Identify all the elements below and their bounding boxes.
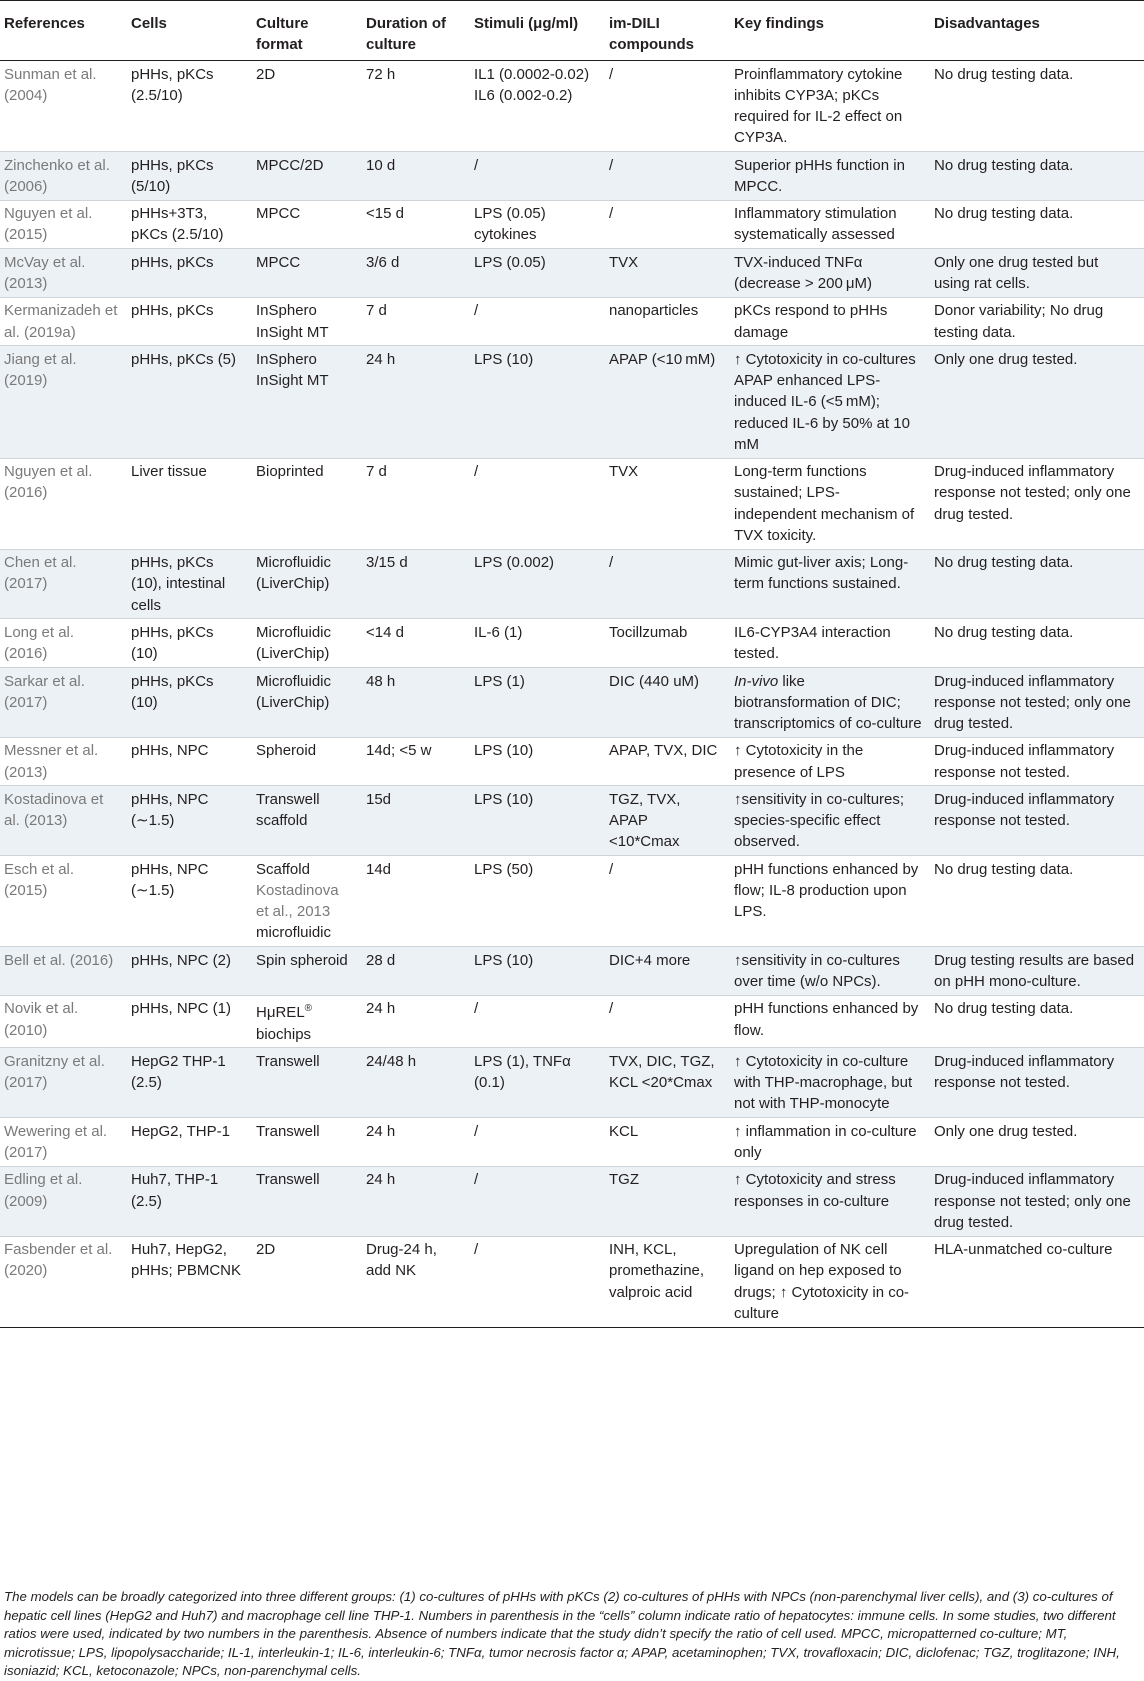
- reference-link[interactable]: Granitzny et al. (2017): [0, 1048, 127, 1118]
- cells-cell: HepG2 THP-1 (2.5): [127, 1048, 252, 1118]
- duration-cell: <14 d: [366, 623, 404, 641]
- stimuli-cell: LPS (10): [474, 742, 534, 760]
- compounds-cell: DIC+4 more: [605, 947, 730, 996]
- disadvantages-cell: Drug-induced inflammatory response not tested; only one drug tested.: [934, 463, 1131, 523]
- table-row: [0, 856, 1144, 947]
- stimuli-cell: /: [474, 1000, 479, 1018]
- format-cell: Microfluidic (LiverChip): [252, 667, 362, 737]
- format-cell: Transwell scaffold: [252, 786, 362, 856]
- disadvantages-cell: Drug-induced inflammatory response not tested; only one drug tested.: [930, 667, 1144, 737]
- header-duration: Duration of culture: [366, 15, 446, 53]
- findings-cell: ↑ inflammation in co-culture only: [734, 1122, 917, 1161]
- compounds-cell: APAP, TVX, DIC: [609, 742, 718, 760]
- table-row: [0, 1236, 1144, 1327]
- cells-cell: pHHs, NPC (1): [131, 1000, 232, 1018]
- compounds-cell: INH, KCL, promethazine, valproic acid: [609, 1241, 705, 1301]
- stimuli-cell: IL-6 (1): [474, 623, 523, 641]
- cells-cell: pHHs, pKCs: [127, 249, 252, 298]
- table-row: [0, 667, 1144, 737]
- stimuli-cell: LPS (0.002): [470, 549, 605, 619]
- disadvantages-cell: No drug testing data.: [930, 152, 1144, 201]
- format-cell: MPCC: [252, 249, 362, 298]
- findings-cell: Upregulation of NK cell ligand on hep exposed to drugs; ↑ Cytotoxicity in co-culture: [734, 1241, 910, 1322]
- stimuli-cell: /: [470, 1166, 605, 1236]
- cells-cell: pHHs, NPC (∼1.5): [131, 860, 209, 899]
- stimuli-cell: LPS (10): [470, 947, 605, 996]
- reference-link[interactable]: Wewering et al. (2017): [4, 1122, 108, 1161]
- findings-cell: Inflammatory stimulation systematically assessed: [734, 205, 897, 244]
- table-row: [0, 1118, 1144, 1167]
- disadvantages-cell: Drug testing results are based on pHH mono-culture.: [930, 947, 1144, 996]
- compounds-cell: TVX, DIC, TGZ, KCL <20*Cmax: [605, 1048, 730, 1118]
- table-footnote: The models can be broadly categorized into three different groups: (1) co-cultures of pHHs with pKCs (2) co-cultures of pHHs with NPCs (non-parenchymal liver cells), and (3) co-cultures of hepatic cell lines (HepG2 and Huh7) and macrophage cell line THP-1. Numbers in parenthesis in the “cells” column indicate ratio of hepatocytes: immune cells. In some studies, two different ratios were used, indicated by two numbers in the parenthesis. Absence of numbers indicate that the study didn’t specify the ratio of cell used. MPCC, micropatterned co-culture; MT, microtissue; LPS, lipopolysaccharide; IL-1, interleukin-1; IL-6, interleukin-6; TNFα, tumor necrosis factor α; APAP, acetaminophen; TVX, trovafloxacin; DIC, diclofenac; TGZ, troglitazone; INH, isoniazid; KCL, ketoconazole; NPCs, non-parenchymal cells.: [4, 1589, 1120, 1678]
- disadvantages-cell: Only one drug tested but using rat cells.: [930, 249, 1144, 298]
- cells-cell: pHHs, pKCs: [131, 302, 214, 320]
- header-stimuli: Stimuli (μg/ml): [474, 15, 579, 32]
- duration-cell: 7 d: [366, 302, 387, 320]
- duration-cell: 3/15 d: [362, 549, 470, 619]
- table-row: [0, 200, 1144, 249]
- cells-cell: Liver tissue: [131, 463, 207, 481]
- reference-link[interactable]: Edling et al. (2009): [0, 1166, 127, 1236]
- duration-cell: 14d: [366, 860, 392, 878]
- format-tail: microfluidic: [256, 924, 332, 942]
- cells-cell: pHHs, pKCs (5): [127, 346, 252, 458]
- disadvantages-cell: Drug-induced inflammatory response not tested.: [930, 786, 1144, 856]
- compounds-cell: /: [605, 549, 730, 619]
- findings-cell: pKCs respond to pHHs damage: [734, 302, 888, 341]
- table-row: [0, 549, 1144, 619]
- duration-cell: 7 d: [366, 463, 387, 481]
- reference-link[interactable]: Sunman et al. (2004): [4, 65, 97, 104]
- findings-cell: IL6-CYP3A4 interaction tested.: [734, 623, 891, 663]
- stimuli-cell: LPS (0.05) cytokines: [474, 205, 546, 244]
- table-row: [0, 995, 1144, 1048]
- findings-text: like biotransformation of DIC; transcriptomics of co-culture: [734, 672, 922, 732]
- duration-cell: 24 h: [362, 1166, 470, 1236]
- duration-cell: 72 h: [366, 65, 396, 83]
- disadvantages-cell: No drug testing data.: [934, 205, 1074, 223]
- findings-cell: Proinflammatory cytokine inhibits CYP3A; pKCs required for IL-2 effect on CYP3A.: [734, 65, 903, 147]
- compounds-cell: APAP (<10 mM): [605, 346, 730, 458]
- disadvantages-cell: No drug testing data.: [934, 65, 1074, 83]
- compounds-cell: TGZ, TVX, APAP <10*Cmax: [605, 786, 730, 856]
- format-cell: Spin spheroid: [252, 947, 362, 996]
- reference-link[interactable]: Kermanizadeh et al. (2019a): [4, 302, 118, 341]
- table-row: [0, 152, 1144, 201]
- stimuli-cell: LPS (10): [470, 346, 605, 458]
- duration-cell: Drug-24 h, add NK: [366, 1241, 437, 1280]
- cells-cell: Huh7, THP-1 (2.5): [127, 1166, 252, 1236]
- cells-cell: Huh7, HepG2, pHHs; PBMCNK: [131, 1241, 242, 1280]
- duration-cell: 24 h: [366, 1000, 396, 1018]
- reference-link[interactable]: Zinchenko et al. (2006): [0, 152, 127, 201]
- compounds-cell: /: [609, 860, 614, 878]
- header-row: [0, 1, 1144, 61]
- stimuli-cell: LPS (1), TNFα (0.1): [470, 1048, 605, 1118]
- format-cell: Microfluidic (LiverChip): [252, 549, 362, 619]
- format-tail: biochips: [256, 1025, 312, 1043]
- reference-link[interactable]: Jiang et al. (2019): [0, 346, 127, 458]
- reference-link[interactable]: Kostadinova et al. (2013): [0, 786, 127, 856]
- duration-cell: 24 h: [362, 346, 470, 458]
- stimuli-cell: /: [474, 1241, 479, 1259]
- cells-cell: pHHs, pKCs (2.5/10): [131, 65, 214, 104]
- compounds-cell: /: [609, 65, 614, 83]
- stimuli-cell: LPS (10): [470, 786, 605, 856]
- format-cell: MPCC/2D: [252, 152, 362, 201]
- format-cell: MPCC: [256, 205, 301, 223]
- format-cell: Spheroid: [256, 742, 317, 760]
- reference-link[interactable]: Novik et al. (2010): [4, 1000, 79, 1039]
- disadvantages-cell: Drug-induced inflammatory response not tested.: [930, 1048, 1144, 1118]
- reference-link[interactable]: Bell et al. (2016): [0, 947, 127, 996]
- compounds-cell: TVX: [605, 249, 730, 298]
- header-key-findings: Key findings: [734, 15, 825, 32]
- duration-cell: 24/48 h: [362, 1048, 470, 1118]
- format-cell: [252, 995, 362, 1048]
- cells-cell: pHHs, pKCs (10): [131, 623, 214, 663]
- format-cell: Transwell: [252, 1048, 362, 1118]
- format-cell: InSphero InSight MT: [252, 346, 362, 458]
- table-row: [0, 1166, 1144, 1236]
- compounds-cell: KCL: [609, 1122, 639, 1140]
- table-row: [0, 61, 1144, 152]
- format-reference-link[interactable]: Kostadinova et al., 2013: [256, 881, 339, 921]
- reference-link[interactable]: McVay et al. (2013): [0, 249, 127, 298]
- table-row: [0, 947, 1144, 996]
- findings-cell: pHH functions enhanced by flow.: [734, 1000, 919, 1039]
- duration-cell: 10 d: [362, 152, 470, 201]
- table-row: [0, 619, 1144, 668]
- cells-cell: HepG2, THP-1: [131, 1122, 230, 1140]
- compounds-cell: Tocillzumab: [609, 623, 688, 641]
- format-cell: Transwell: [256, 1122, 320, 1140]
- reference-link[interactable]: Long et al. (2016): [4, 623, 75, 663]
- header-culture-format: Culture format: [256, 15, 309, 53]
- disadvantages-cell: HLA-unmatched co-culture: [934, 1241, 1113, 1259]
- header-disadvantages: Disadvantages: [934, 15, 1040, 32]
- stimuli-cell: LPS (50): [474, 860, 534, 878]
- findings-cell: ↑ Cytotoxicity in co-culture with THP-macrophage, but not with THP-monocyte: [730, 1048, 930, 1118]
- duration-cell: 24 h: [366, 1122, 396, 1140]
- format-cell: [252, 856, 362, 947]
- cells-cell: pHHs, NPC: [131, 742, 209, 760]
- disadvantages-cell: Donor variability; No drug testing data.: [934, 302, 1104, 341]
- disadvantages-cell: Drug-induced inflammatory response not tested.: [934, 742, 1115, 781]
- reference-link[interactable]: Sarkar et al. (2017): [0, 667, 127, 737]
- table-row: [0, 786, 1144, 856]
- stimuli-cell: /: [474, 302, 479, 320]
- cells-cell: pHHs+3T3, pKCs (2.5/10): [131, 205, 224, 244]
- reference-link[interactable]: Messner et al. (2013): [4, 742, 99, 781]
- disadvantages-cell: Only one drug tested.: [934, 1122, 1078, 1140]
- compounds-cell: TGZ: [605, 1166, 730, 1236]
- findings-cell: ↑ Cytotoxicity and stress responses in co-culture: [730, 1166, 930, 1236]
- stimuli-cell: LPS (0.05): [470, 249, 605, 298]
- reference-link[interactable]: Chen et al. (2017): [0, 549, 127, 619]
- duration-cell: 28 d: [362, 947, 470, 996]
- cells-cell: pHHs, pKCs (10): [127, 667, 252, 737]
- format-cell: Bioprinted: [256, 463, 324, 481]
- compounds-cell: nanoparticles: [609, 302, 699, 320]
- format-text: HμREL: [256, 1004, 305, 1022]
- findings-emphasis: In-vivo: [734, 672, 779, 690]
- disadvantages-cell: No drug testing data.: [934, 623, 1074, 641]
- findings-cell: [730, 667, 930, 737]
- reference-link[interactable]: Nguyen et al. (2016): [4, 463, 93, 502]
- findings-cell: ↑sensitivity in co-cultures; species-specific effect observed.: [730, 786, 930, 856]
- stimuli-cell: /: [474, 463, 479, 481]
- reference-link[interactable]: Esch et al. (2015): [4, 860, 75, 899]
- findings-cell: Long-term functions sustained; LPS-independent mechanism of TVX toxicity.: [734, 463, 915, 544]
- disadvantages-cell: Only one drug tested.: [930, 346, 1144, 458]
- table-row: [0, 737, 1144, 786]
- findings-cell: ↑sensitivity in co-cultures over time (w/o NPCs).: [730, 947, 930, 996]
- header-compounds: im-DILI compounds: [609, 15, 694, 53]
- cells-cell: pHHs, pKCs (5/10): [127, 152, 252, 201]
- compounds-cell: DIC (440 uM): [605, 667, 730, 737]
- reference-link[interactable]: Fasbender et al. (2020): [4, 1241, 113, 1280]
- header-cells: Cells: [131, 15, 167, 32]
- compounds-cell: /: [609, 1000, 614, 1018]
- disadvantages-cell: Drug-induced inflammatory response not tested; only one drug tested.: [930, 1166, 1144, 1236]
- format-cell: 2D: [256, 1241, 276, 1259]
- table-row: [0, 1048, 1144, 1118]
- cells-cell: pHHs, NPC (∼1.5): [127, 786, 252, 856]
- format-text: Scaffold: [256, 860, 310, 878]
- format-cell: Transwell: [252, 1166, 362, 1236]
- findings-cell: ↑ Cytotoxicity in co-cultures APAP enhanced LPS-induced IL-6 (<5 mM); reduced IL-6 by 50% at 10 mM: [730, 346, 930, 458]
- stimuli-cell: /: [474, 1122, 479, 1140]
- cells-cell: pHHs, pKCs (10), intestinal cells: [127, 549, 252, 619]
- disadvantages-cell: No drug testing data.: [934, 1000, 1074, 1018]
- findings-cell: ↑ Cytotoxicity in the presence of LPS: [734, 742, 864, 781]
- duration-cell: <15 d: [366, 205, 404, 223]
- header-references: References: [4, 15, 85, 32]
- findings-cell: Mimic gut-liver axis; Long-term functions sustained.: [730, 549, 930, 619]
- compounds-cell: TVX: [609, 463, 639, 481]
- format-cell: InSphero InSight MT: [256, 302, 329, 341]
- stimuli-cell: /: [470, 152, 605, 201]
- registered-mark: ®: [304, 1003, 313, 1015]
- disadvantages-cell: No drug testing data.: [930, 549, 1144, 619]
- stimuli-cell: IL1 (0.0002-0.02) IL6 (0.002-0.2): [474, 65, 590, 104]
- stimuli-cell: LPS (1): [470, 667, 605, 737]
- compounds-cell: /: [609, 205, 614, 223]
- duration-cell: 48 h: [362, 667, 470, 737]
- table-row: [0, 458, 1144, 549]
- duration-cell: 3/6 d: [362, 249, 470, 298]
- cells-cell: pHHs, NPC (2): [127, 947, 252, 996]
- format-cell: Microfluidic (LiverChip): [256, 623, 332, 663]
- findings-cell: Superior pHHs function in MPCC.: [730, 152, 930, 201]
- findings-cell: TVX-induced TNFα (decrease > 200 μM): [730, 249, 930, 298]
- findings-cell: pHH functions enhanced by flow; IL-8 production upon LPS.: [734, 860, 919, 921]
- format-cell: 2D: [256, 65, 276, 83]
- duration-cell: 15d: [362, 786, 470, 856]
- table-row: [0, 249, 1144, 298]
- table-row: [0, 346, 1144, 458]
- compounds-cell: /: [605, 152, 730, 201]
- reference-link[interactable]: Nguyen et al. (2015): [4, 205, 93, 244]
- disadvantages-cell: No drug testing data.: [934, 860, 1074, 878]
- table-row: [0, 297, 1144, 346]
- duration-cell: 14d; <5 w: [366, 742, 432, 760]
